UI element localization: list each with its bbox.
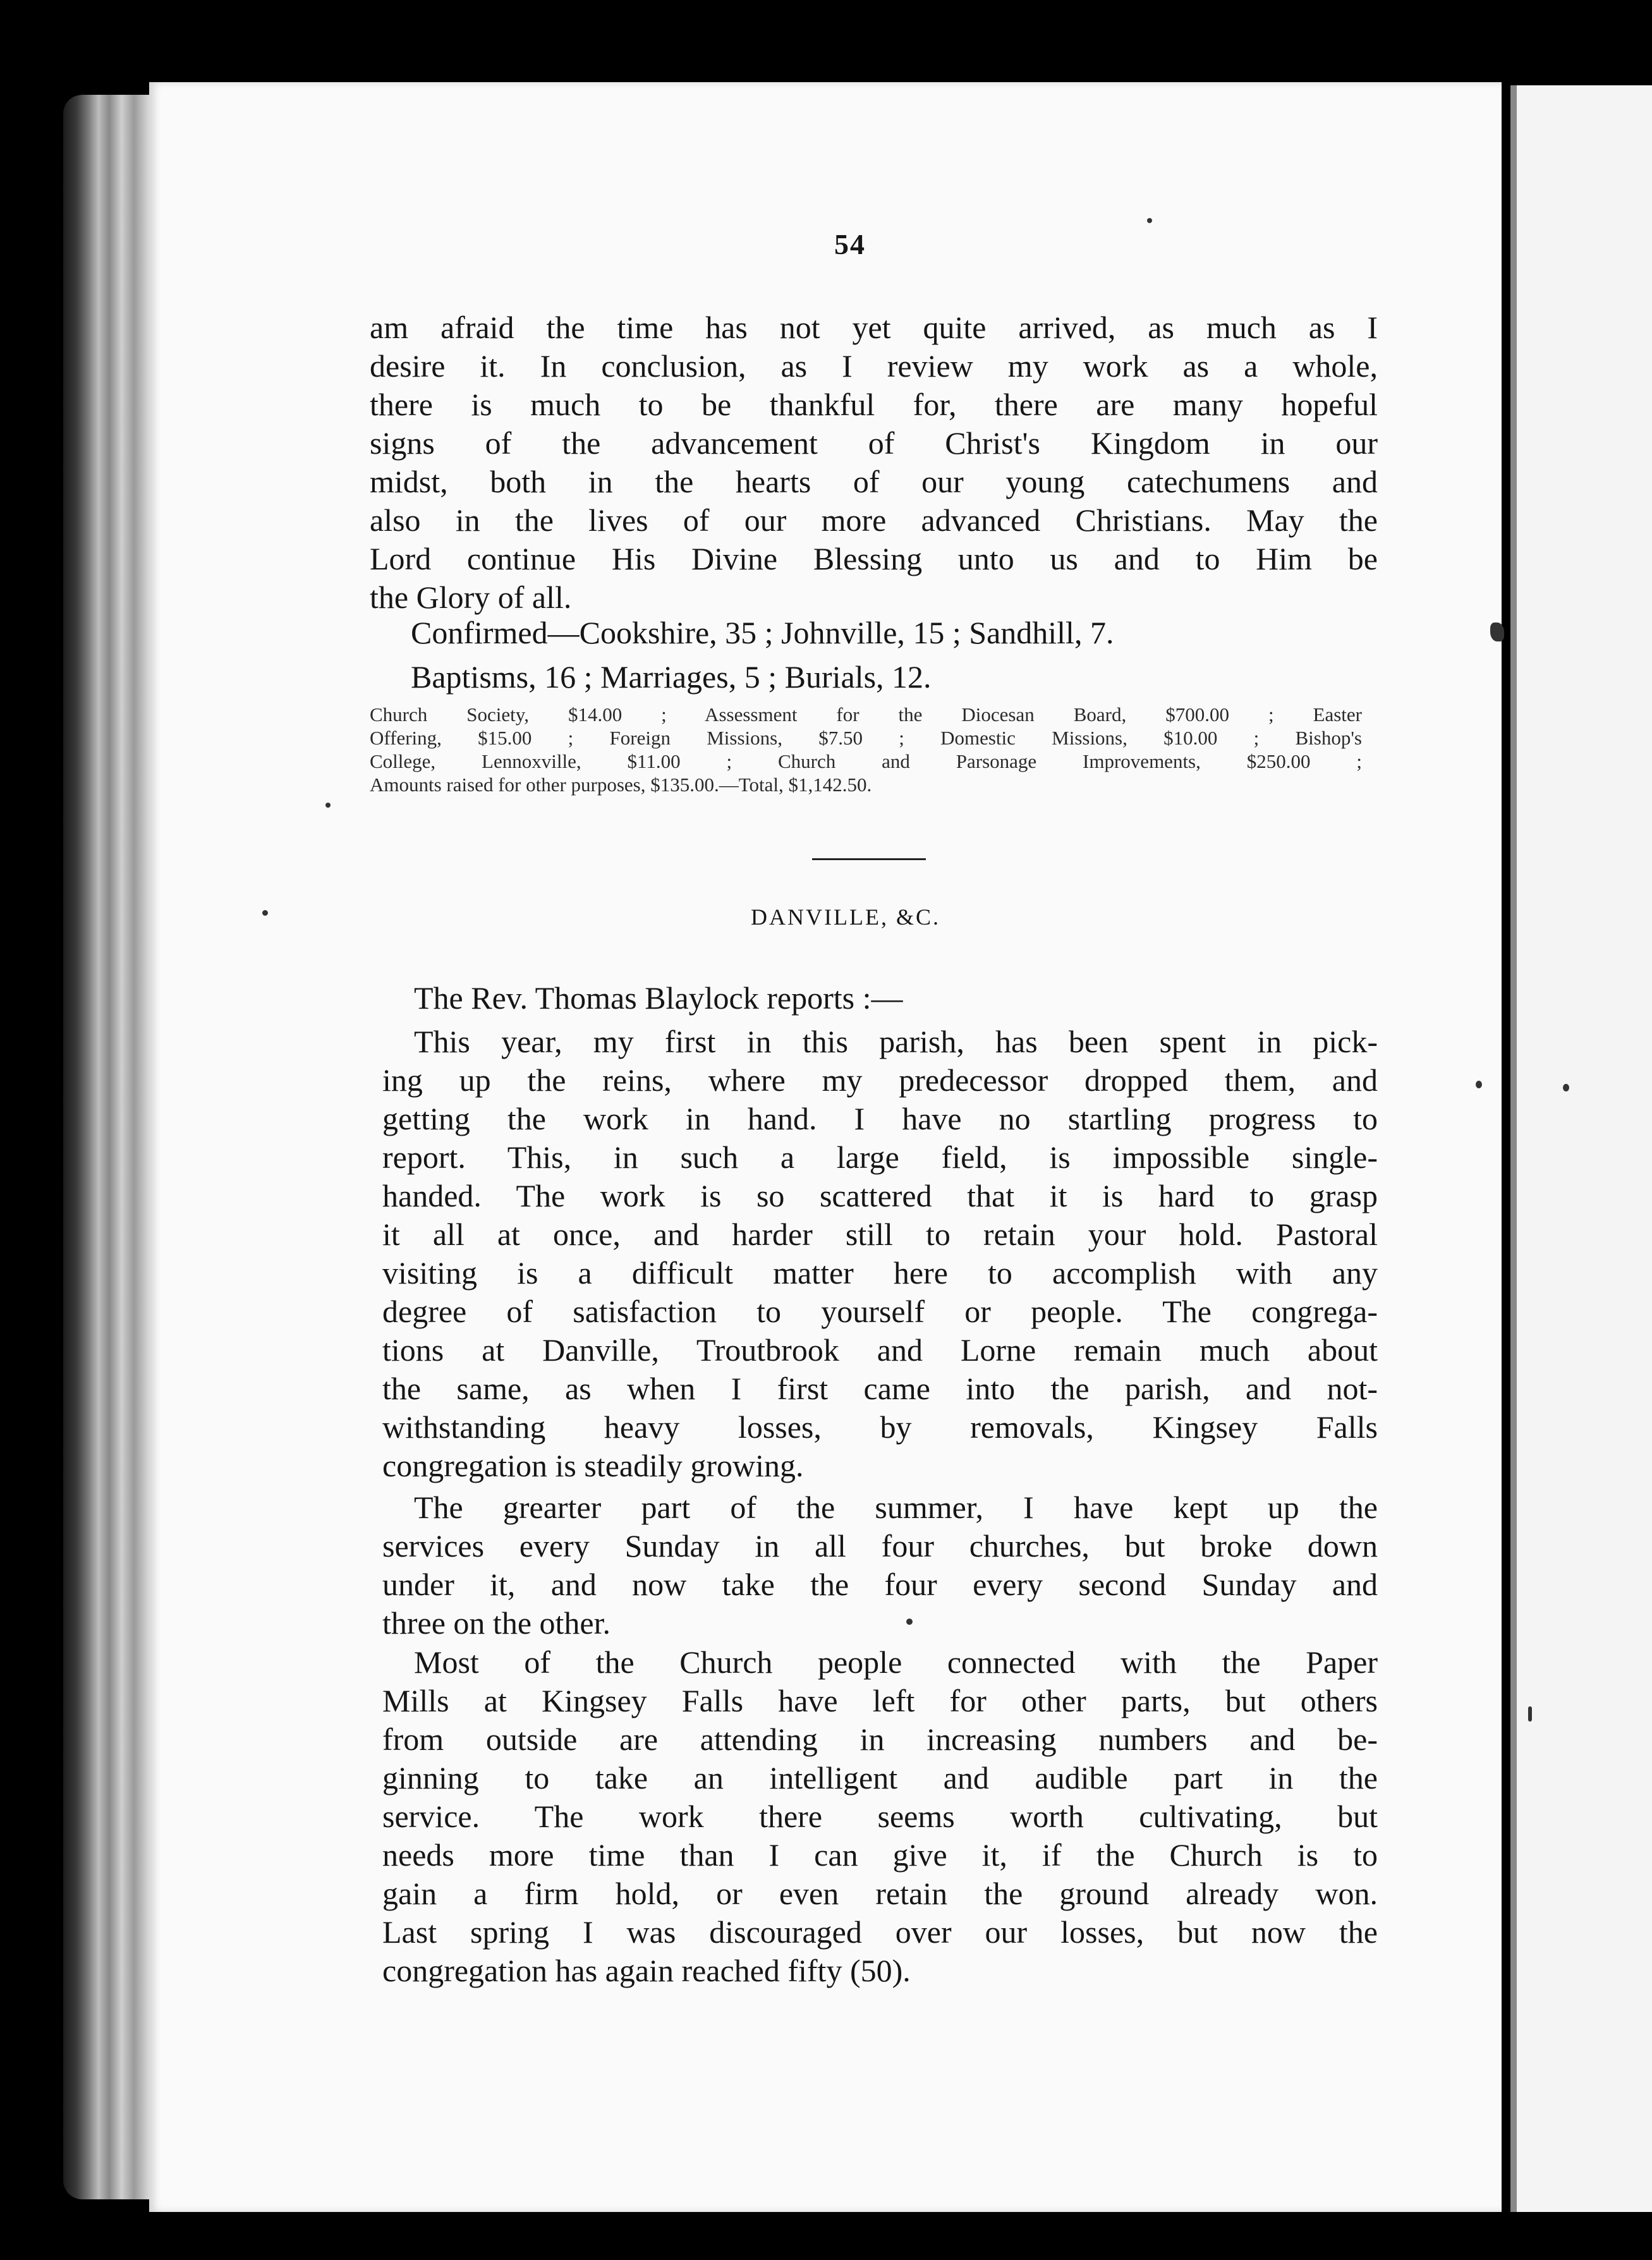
text-line: service. The work there seems worth cultivating, but <box>382 1799 1378 1834</box>
text-line: the Glory of all. <box>370 580 572 615</box>
text-line: services every Sunday in all four churches, but broke down <box>382 1528 1378 1564</box>
text-line: Offering, $15.00 ; Foreign Missions, $7.50 ; Domestic Missions, $10.00 ; Bishop's <box>370 727 1362 749</box>
text-line: signs of the advancement of Christ's Kingdom in our <box>370 425 1378 461</box>
text-line: midst, both in the hearts of our young catechumens and <box>370 464 1378 499</box>
contributions-note <box>370 703 1362 796</box>
scan-speck <box>325 803 331 808</box>
margin-mark <box>1528 1706 1532 1722</box>
text-line: withstanding heavy losses, by removals, Kingsey Falls <box>382 1409 1378 1445</box>
text-line: Amounts raised for other purposes, $135.00.—Total, $1,142.50. <box>370 774 872 796</box>
facing-page-edge <box>1510 85 1652 2212</box>
intro-paragraph <box>370 308 1378 617</box>
text-line: Church Society, $14.00 ; Assessment for the Diocesan Board, $700.00 ; Easter <box>370 703 1362 726</box>
text-line: under it, and now take the four every second Sunday and <box>382 1567 1378 1602</box>
text-line: ginning to take an intelligent and audible part in the <box>382 1760 1378 1795</box>
report-intro: The Rev. Thomas Blaylock reports :— <box>414 980 903 1016</box>
text-line: there is much to be thankful for, there are many hopeful <box>370 387 1378 422</box>
text-line: tions at Danville, Troutbrook and Lorne remain much about <box>382 1332 1378 1368</box>
text-line: the same, as when I first came into the parish, and not- <box>382 1371 1378 1406</box>
text-line: needs more time than I can give it, if the Church is to <box>382 1837 1378 1873</box>
baptisms-line: Baptisms, 16 ; Marriages, 5 ; Burials, 12. <box>411 659 932 695</box>
text-line: This year, my first in this parish, has been spent in pick- <box>414 1024 1378 1059</box>
confirmed-line: Confirmed—Cookshire, 35 ; Johnville, 15 ; Sandhill, 7. <box>411 615 1114 650</box>
margin-mark <box>1563 1084 1569 1091</box>
text-line: ing up the reins, where my predecessor dropped them, and <box>382 1062 1378 1098</box>
report-paragraph <box>382 1643 1378 1990</box>
text-line: Mills at Kingsey Falls have left for other parts, but others <box>382 1683 1378 1718</box>
text-line: report. This, in such a large field, is impossible single- <box>382 1139 1378 1175</box>
margin-mark <box>1490 623 1504 641</box>
text-line: Last spring I was discouraged over our losses, but now the <box>382 1914 1378 1950</box>
text-line: gain a firm hold, or even retain the ground already won. <box>382 1876 1378 1911</box>
text-line: handed. The work is so scattered that it is hard to grasp <box>382 1178 1378 1213</box>
text-line: also in the lives of our more advanced Christians. May the <box>370 502 1378 538</box>
text-line: Most of the Church people connected with the Paper <box>414 1644 1378 1680</box>
page-stack-edge <box>63 95 152 2199</box>
text-line: getting the work in hand. I have no startling progress to <box>382 1101 1378 1136</box>
margin-mark <box>1476 1081 1482 1088</box>
report-paragraph <box>382 1488 1378 1643</box>
text-line: College, Lennoxville, $11.00 ; Church and Parsonage Improvements, $250.00 ; <box>370 750 1362 772</box>
text-line: congregation is steadily growing. <box>382 1448 804 1483</box>
text-line: congregation has again reached fifty (50). <box>382 1953 911 1988</box>
page-number: 54 <box>834 228 866 260</box>
section-divider <box>812 858 926 860</box>
text-line: Lord continue His Divine Blessing unto us and to Him be <box>370 541 1378 576</box>
section-heading: DANVILLE, &C. <box>751 904 940 930</box>
text-line: from outside are attending in increasing numbers and be- <box>382 1722 1378 1757</box>
report-paragraph <box>382 1023 1378 1485</box>
scan-speck <box>262 910 268 916</box>
scan-speck <box>906 1619 913 1625</box>
text-line: desire it. In conclusion, as I review my work as a whole, <box>370 348 1378 384</box>
text-line: am afraid the time has not yet quite arrived, as much as I <box>370 310 1378 345</box>
text-line: visiting is a difficult matter here to accomplish with any <box>382 1255 1378 1291</box>
text-line: it all at once, and harder still to retain your hold. Pastoral <box>382 1217 1378 1252</box>
scan-speck <box>1147 218 1152 223</box>
text-line: The grearter part of the summer, I have kept up the <box>414 1490 1378 1525</box>
text-line: three on the other. <box>382 1605 610 1641</box>
text-line: degree of satisfaction to yourself or people. The congrega- <box>382 1294 1378 1329</box>
